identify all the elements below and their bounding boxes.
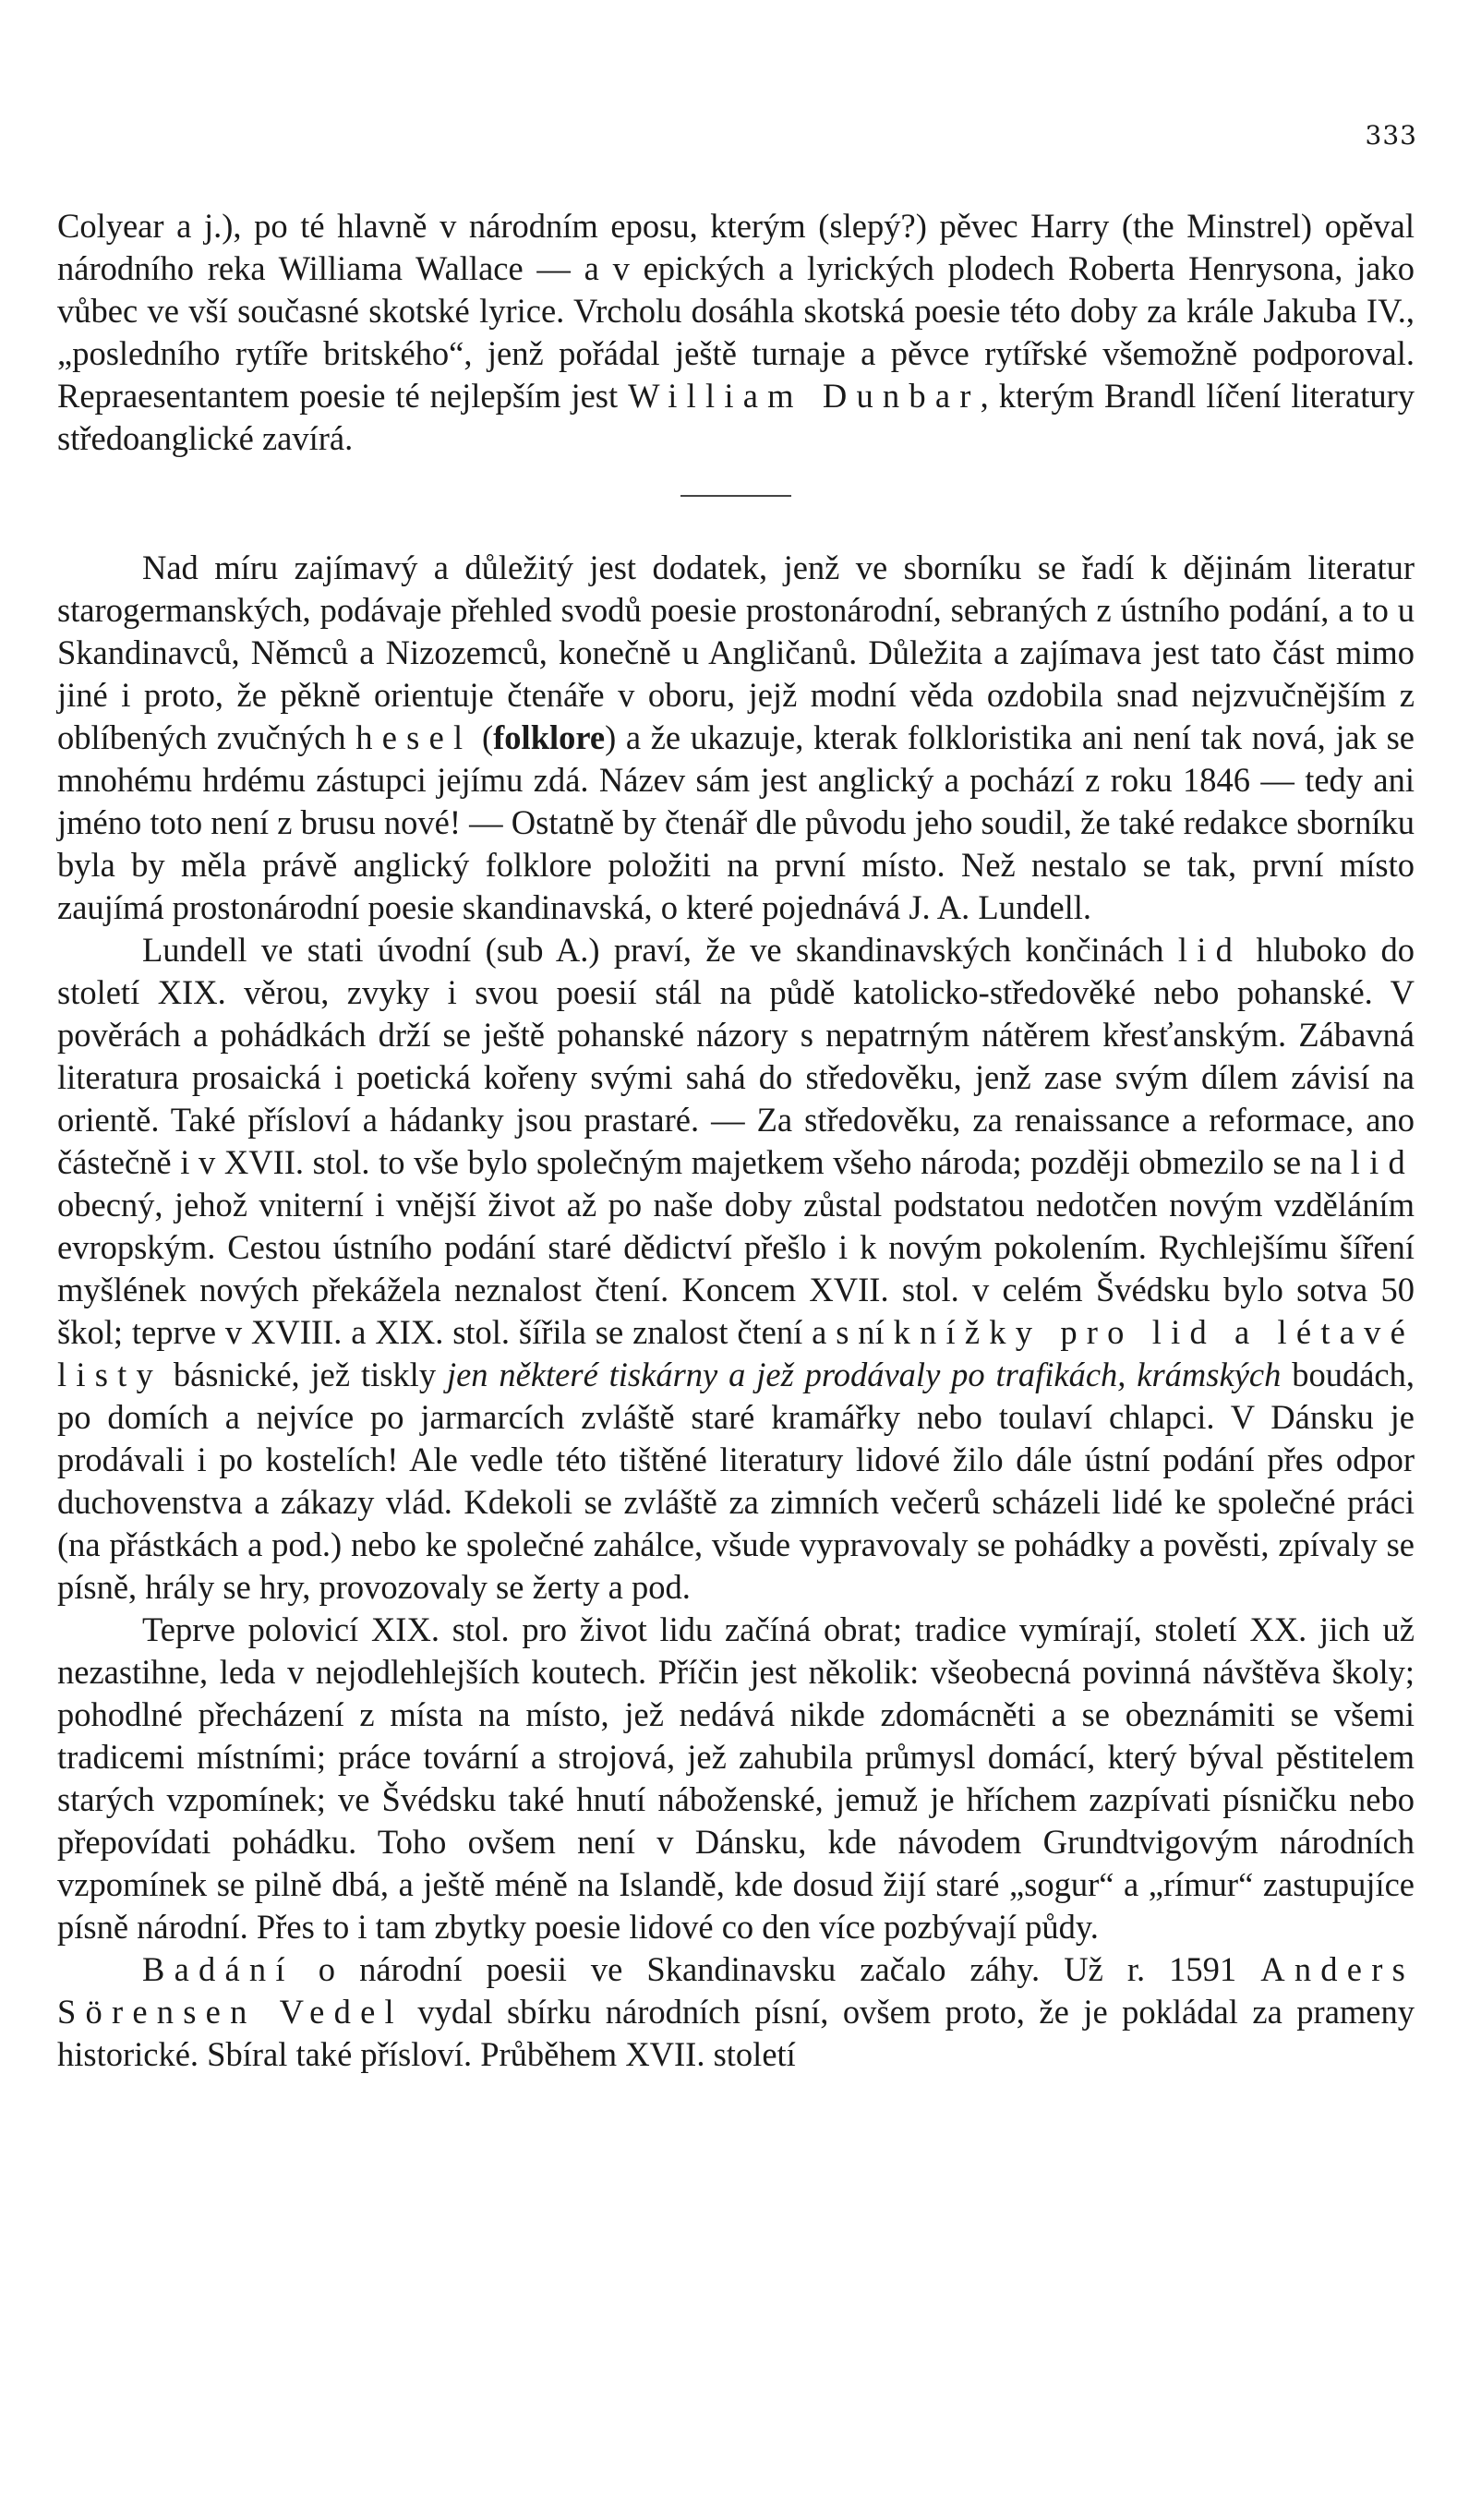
spaced-emphasis: William Dunbar [628, 377, 981, 415]
section-divider [680, 495, 791, 497]
text-run: Nad míru zajímavý a důležitý jest dodatek, jenž ve sborníku se řadí k dějinám literatur starogermanských, podávaje přehled svodů poesie prostonárodní, sebraných z ústního podání, a to u Skandinavců, Němců a Nizozemců, konečně u Angličanů. Důležita a zajímava jest tato část mimo jiné i proto, že pěkně orientuje čtenáře v oboru, jejž modní věda ozdobila snad nejzvučnějším z oblíbených zvučných [57, 549, 1415, 756]
bold-term: folklore [493, 718, 606, 756]
paragraph-3 [57, 929, 1415, 1609]
paragraph-4 [57, 1609, 1415, 1948]
paragraph-5 [57, 1948, 1415, 2076]
text-run: hluboko do století XIX. věrou, zvyky i svou poesií stál na půdě katolicko-středověké nebo pohanské. V pověrách a pohádkách drží se ještě pohanské názory s nepatrným nátěrem křesťanským. Zábavná literatura prosaická i poetická kořeny svými sahá do středověku, jenž zase svým dílem závisí na orientě. Také přísloví a hádanky jsou prastaré. — Za středověku, za renaissance a reformace, ano částečně i v XVII. stol. to vše bylo společným majetkem všeho národa; později obmezilo se na [57, 931, 1415, 1181]
text-run: ) a že ukazuje, kterak folkloristika ani není tak nová, jak se mnohému hrdému zástupci jejímu zdá. Název sám jest anglický a pochází z roku 1846 — tedy ani jméno toto není z brusu nové! — Ostatně by čtenář dle původu jeho soudil, že také redakce sborníku byla by měla právě anglický folklore položiti na první místo. Než nestalo se tak, první místo zaujímá prostonárodní poesie skandinavská, o které pojednává J. A. Lundell. [57, 718, 1415, 926]
text-run: Colyear a j.), po té hlavně v národním eposu, kterým (slepý?) pěvec Harry (the Minstrel) opěval národního reka Williama Wallace — a v epických a lyrických plodech Roberta Henrysona, jako vůbec ve vší současné skotské lyrice. Vrcholu dosáhla skotská poesie této doby za krále Jakuba IV., „posledního rytíře britského“, jenž pořádal ještě turnaje a pěvce rytířské všemožně podporoval. Repraesentantem poesie té nejlepším jest [57, 207, 1415, 415]
text-run: obecný, jehož vniterní i vnější život až po naše doby zůstal podstatou nedotčen novým vzděláním evropským. Cestou ústního podání staré dědictví přešlo i k novým pokolením. Rychlejšímu šíření myšlének nových překážela neznalost čtení. Koncem XVII. stol. v celém Švédsku bylo sotva 50 škol; teprve v XVIII. a XIX. stol. šířila se znalost čtení a s ní [57, 1186, 1415, 1351]
text-run: vydal sbírku národních písní, ovšem proto, že je pokládal za prameny historické. Sbíral také přísloví. Průběhem XVII. století [57, 1993, 1415, 2073]
page-number: 333 [1365, 120, 1417, 151]
spaced-emphasis: Anders Sörensen Vedel [57, 1950, 1415, 2031]
text-run: Lundell ve stati úvodní (sub A.) praví, že ve skandinavských končinách [142, 931, 1178, 969]
paragraph-1 [57, 205, 1415, 460]
spaced-emphasis: lid [1177, 931, 1243, 969]
italic-text: jen některé tiskárny a jež prodávaly po trafikách, krámských [446, 1356, 1282, 1393]
text-run: ( [472, 718, 494, 756]
spaced-emphasis: lid [1350, 1143, 1415, 1181]
text-run: boudách, po domích a nejvíce po jarmarcích zvláště staré kramářky nebo toulaví chlapci. V Dánsku je prodávali i po kostelích! Ale vedle této tištěné literatury lidové žilo dále ústní podání přes odpor duchovenstva a zákazy vlád. Kdekoli se zvláště za zimních večerů scházeli lidé ke společné práci (na přástkách a pod.) nebo ke společné zahálce, všude vypravovaly se pohádky a pověsti, zpívaly se písně, hrály se hry, provozovaly se žerty a pod. [57, 1356, 1415, 1606]
spaced-emphasis: hesel [355, 718, 473, 756]
body-text [57, 205, 1415, 2076]
paragraph-2 [57, 547, 1415, 929]
spaced-emphasis: knížky pro lid a létavé listy [57, 1313, 1415, 1393]
text-run: , kterým Brandl líčení literatury středoanglické zavírá. [57, 377, 1415, 457]
text-run: o národní poesii ve Skandinavsku začalo záhy. Už r. 1591 [294, 1950, 1261, 1988]
text-run: básnické, jež tiskly [162, 1356, 447, 1393]
spaced-emphasis: Badání [142, 1950, 295, 1988]
text-run: Teprve polovicí XIX. stol. pro život lidu začíná obrat; tradice vymírají, století XX. jich už nezastihne, leda v nejodlehlejších koutech. Příčin jest několik: všeobecná povinná návštěva školy; pohodlné přecházení z místa na místo, jež nedává nikde zdomácněti a se obeznámiti se všemi tradicemi místními; práce tovární a strojová, jež zahubila průmysl domácí, který býval pěstitelem starých vzpomínek; ve Švédsku také hnutí náboženské, jemuž je hříchem zazpívati písničku nebo přepovídati pohádku. Toho ovšem není v Dánsku, kde návodem Grundtvigovým národních vzpomínek se pilně dbá, a ještě méně na Islandě, kde dosud žijí staré „sogur“ a „rímur“ zastupujíce písně národní. Přes to i tam zbytky poesie lidové co den více pozbývají půdy. [57, 1610, 1415, 1946]
